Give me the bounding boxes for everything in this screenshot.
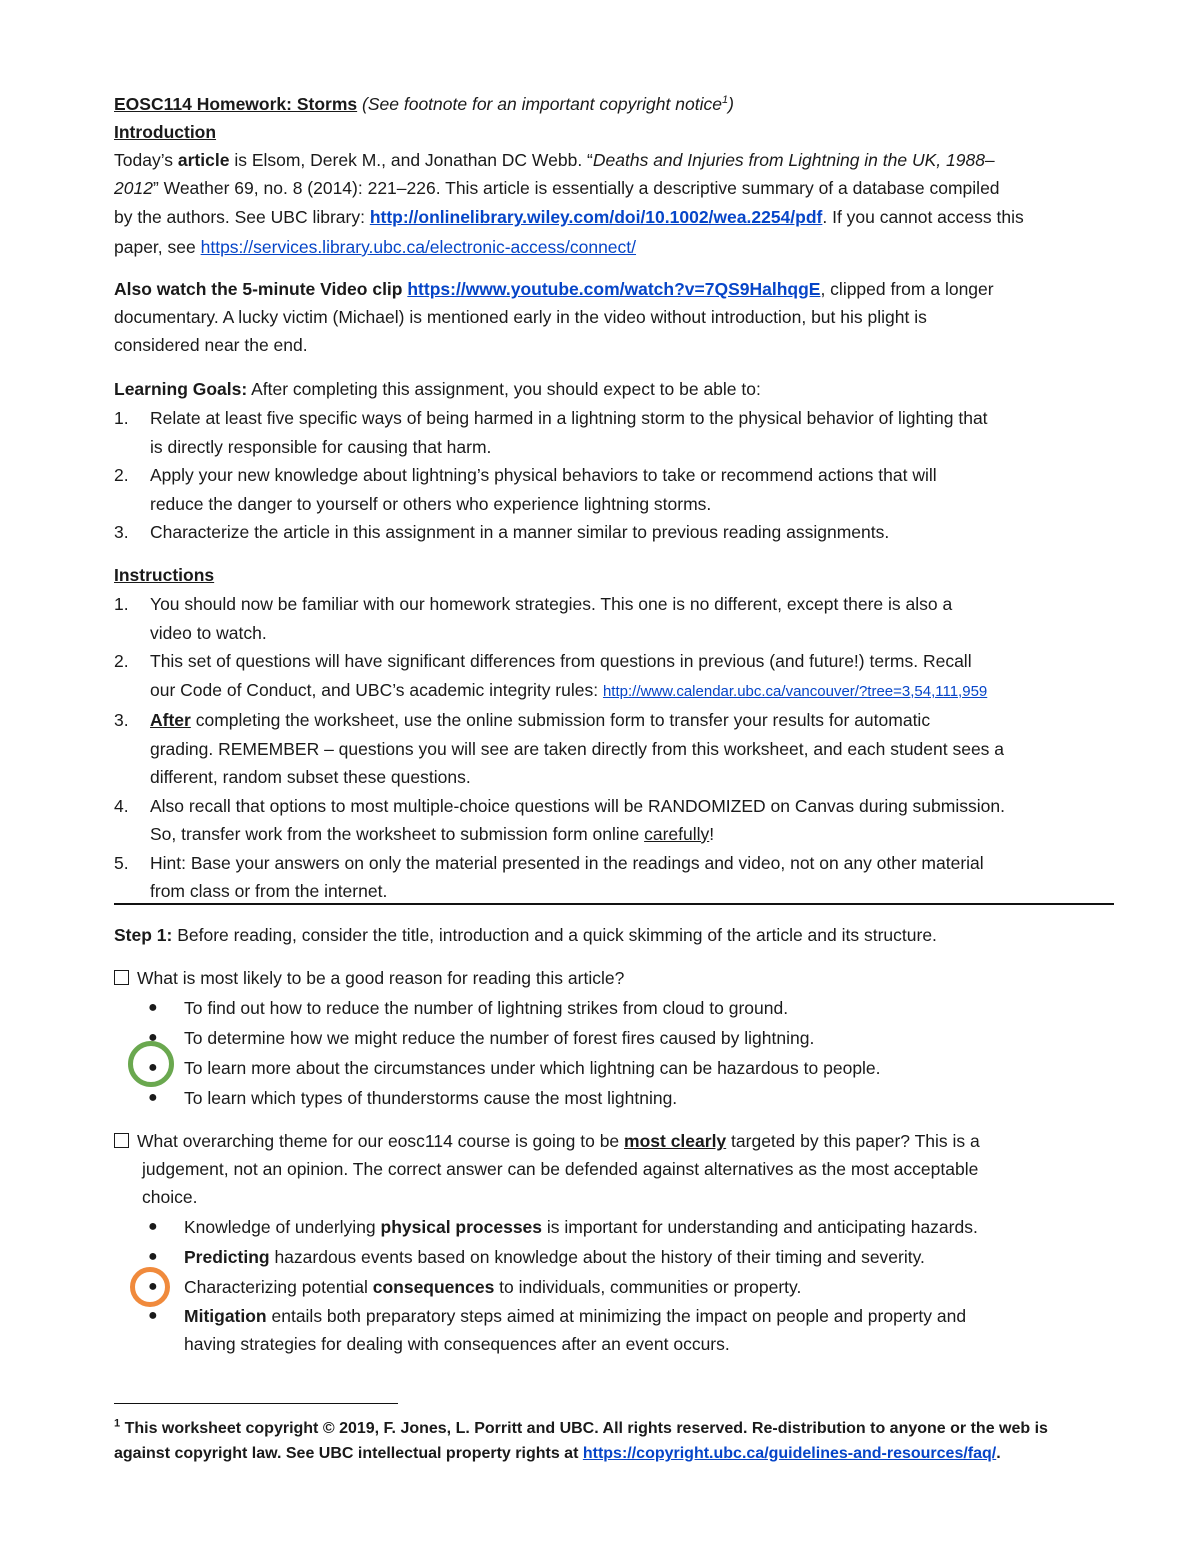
page-title: EOSC114 Homework: Storms	[114, 94, 358, 114]
list-item: 1. You should now be familiar with our homework strategies. This one is no different, except there is also a video to watch.	[114, 594, 953, 643]
answer-option[interactable]: ● Mitigation entails both preparatory steps aimed at minimizing the impact on people and property and having strategies for dealing with consequences after an event occurs.	[148, 1302, 1108, 1358]
bullet-icon: ●	[148, 1059, 158, 1076]
library-access-link[interactable]: https://services.library.ubc.ca/electronic-access/connect/	[200, 237, 637, 257]
intro-line-3: by the authors. See UBC library: http://onlinelibrary.wiley.com/doi/10.1002/wea.2254/pdf. If you cannot access this	[114, 207, 1024, 227]
list-item: 4. Also recall that options to most multiple-choice questions will be RANDOMIZED on Canvas during submission. So, transfer work from the worksheet to submission form online carefully!	[114, 795, 1005, 844]
video-block: Also watch the 5-minute Video clip https://www.youtube.com/watch?v=7QS9HalhqgE, clipped from a longer documentary. A lucky victim (Michael) is mentioned early in the video without introduction, but his plight is considered near the end.	[114, 275, 1114, 359]
bullet-icon: ●	[148, 1029, 158, 1046]
selected-answer-circle-icon	[130, 1267, 170, 1307]
instructions-heading-block	[114, 561, 1114, 589]
list-item: 1. Relate at least five specific ways of being harmed in a lightning storm to the physical behavior of lighting that is directly responsible for causing that harm.	[114, 408, 988, 457]
question-2-options	[148, 1212, 1108, 1358]
footnote-divider	[114, 1403, 398, 1404]
intro-line-1: Today’s article is Elsom, Derek M., and Jonathan DC Webb. “Deaths and Injuries from Lightning in the UK, 1988–	[114, 150, 995, 170]
title-block	[114, 90, 1114, 262]
bullet-icon: ●	[148, 1307, 158, 1324]
copyright-faq-link[interactable]: https://copyright.ubc.ca/guidelines-and-resources/faq/	[582, 1445, 997, 1462]
bullet-icon: ●	[148, 1278, 158, 1295]
bullet-icon: ●	[148, 1218, 158, 1235]
checkbox-icon[interactable]	[114, 970, 129, 985]
list-item: 2. This set of questions will have significant differences from questions in previous (and future!) terms. Recall our Code of Conduct, and UBC’s academic integrity rules: http://www.calendar.ubc.ca/vancouver/?tree=3,54,111,959	[114, 651, 988, 700]
learning-goals-intro: Learning Goals: After completing this assignment, you should expect to be able to:	[114, 379, 761, 399]
selected-answer-circle-icon	[128, 1041, 174, 1087]
answer-option[interactable]: ● To learn which types of thunderstorms cause the most lightning.	[148, 1083, 1108, 1113]
list-item: 3. Characterize the article in this assignment in a manner similar to previous reading assignments.	[114, 522, 890, 542]
wiley-article-link[interactable]: http://onlinelibrary.wiley.com/doi/10.1002/wea.2254/pdf	[369, 207, 823, 227]
learning-goals-list	[114, 404, 1114, 547]
youtube-video-link[interactable]: https://www.youtube.com/watch?v=7QS9HalhqgE	[407, 279, 821, 299]
bullet-icon: ●	[148, 999, 158, 1016]
question-1	[114, 964, 1114, 992]
section-divider	[114, 903, 1114, 905]
checkbox-icon[interactable]	[114, 1133, 129, 1148]
copyright-note: (See footnote for an important copyright notice$^1$)	[362, 94, 734, 114]
instructions-list	[114, 590, 1114, 906]
instructions-heading: Instructions	[114, 565, 215, 585]
video-line-2: documentary. A lucky victim (Michael) is mentioned early in the video without introduction, but his plight is	[114, 307, 927, 327]
answer-option[interactable]: ● To determine how we might reduce the number of forest fires caused by lightning.	[148, 1023, 1108, 1053]
list-item: 5. Hint: Base your answers on only the material presented in the readings and video, not on any other material from class or from the internet.	[114, 852, 984, 901]
video-line-3: considered near the end.	[114, 335, 308, 355]
intro-line-4: paper, see https://services.library.ubc.ca/electronic-access/connect/	[114, 237, 637, 257]
footnote-ref[interactable]: 1	[721, 94, 729, 107]
step1-block: Step 1: Before reading, consider the title, introduction and a quick skimming of the article and its structure.	[114, 925, 937, 945]
footnote: $^1$ This worksheet copyright © 2019, F. Jones, L. Porritt and UBC. All rights reserved. Re-distribution to anyone or the web is against copyright law. See UBC intellectual property rights at https://copyright.ubc.ca/guidelines-and-resources/faq/.	[114, 1417, 1048, 1462]
introduction-heading: Introduction	[114, 122, 217, 142]
answer-option[interactable]: ● Predicting hazardous events based on knowledge about the history of their timing and severity.	[148, 1242, 1108, 1272]
bullet-icon: ●	[148, 1089, 158, 1106]
list-item: 3. After completing the worksheet, use the online submission form to transfer your results for automatic grading. REMEMBER – questions you will see are taken directly from this worksheet, and each student sees a different, random subset these questions.	[114, 710, 1005, 787]
question-1-prompt: What is most likely to be a good reason for reading this article?	[137, 968, 625, 988]
answer-option[interactable]: ● Knowledge of underlying physical processes is important for understanding and anticipating hazards.	[148, 1212, 1108, 1242]
question-2: What overarching theme for our eosc114 course is going to be most clearly targeted by this paper? This is a judgement, not an opinion. The correct answer can be defended against alternatives as the most acceptable choice.	[114, 1127, 1114, 1211]
academic-integrity-link[interactable]: http://www.calendar.ubc.ca/vancouver/?tree=3,54,111,959	[602, 682, 988, 700]
bullet-icon: ●	[148, 1248, 158, 1265]
list-item: 2. Apply your new knowledge about lightning’s physical behaviors to take or recommend actions that will reduce the danger to yourself or others who experience lightning storms.	[114, 465, 937, 514]
question-1-options	[148, 993, 1108, 1113]
answer-option[interactable]: ● Characterizing potential consequences to individuals, communities or property.	[148, 1272, 1108, 1302]
answer-option[interactable]: ● To find out how to reduce the number of lightning strikes from cloud to ground.	[148, 993, 1108, 1023]
answer-option[interactable]: ● To learn more about the circumstances under which lightning can be hazardous to people.	[148, 1053, 1108, 1083]
intro-line-2: 2012” Weather 69, no. 8 (2014): 221–226. This article is essentially a descriptive summary of a database compiled	[114, 178, 1000, 198]
